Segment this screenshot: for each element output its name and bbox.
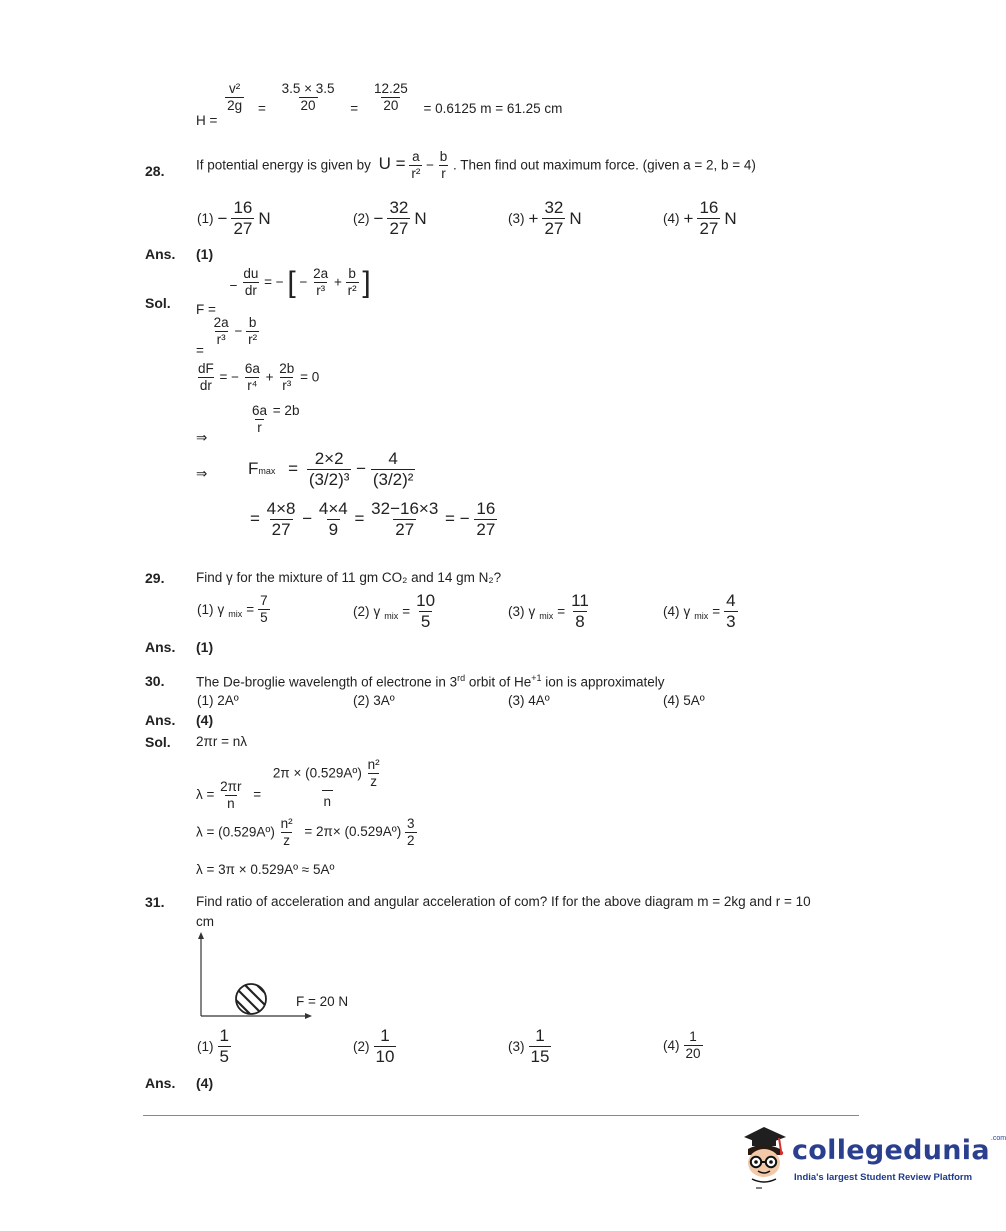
- q30-sol-label: Sol.: [145, 734, 171, 750]
- q28-ans-label: Ans.: [145, 246, 176, 262]
- q31-option-3: (3) 1 15: [508, 1026, 550, 1066]
- v2-over-2g: $\frac{\text{v²}}{2g}$: [227, 81, 243, 113]
- q29-ans-value: (1): [196, 639, 214, 655]
- q28-sol-line5-arrow: ⇒: [196, 466, 208, 481]
- q29-question: Find γ for the mixture of 11 gm CO₂ and 14 gm N₂?: [196, 570, 502, 585]
- q30-sol-line4: λ = 3π × 0.529Aº ≈ 5Aº: [196, 862, 335, 877]
- q28-sol-line4: $\frac{6a}{r}$ = 2b: [252, 403, 300, 435]
- q30-sol-line2: λ = $\frac{2\pi r}{n}$ = 2π × (0.529Aº) $\frac{\text{n²}}{z}$ n: [196, 758, 384, 810]
- q29-option-1: (1) γ mix = $\frac{7}{5}$: [197, 593, 268, 625]
- q29-ans-label: Ans.: [145, 639, 176, 655]
- q28-question: If potential energy is given by U = $\frac{a}{\text{r²}}$ − $\frac{b}{r}$ . Then find out maximum force. (given a = 2, b = 4): [196, 149, 756, 181]
- q30-question: The De-broglie wavelength of electrone in 3rd orbit of $He^{+1}$ ion is approximately: [196, 673, 665, 690]
- q30-option-2: (2) 3Aº: [353, 693, 395, 708]
- h-lhs: H =: [196, 113, 218, 129]
- q31-option-4: (4) 1 20: [663, 1029, 701, 1061]
- q31-number: 31.: [145, 894, 165, 910]
- vertical-axis: [198, 932, 204, 1016]
- q29-option-2: (2) γ mix = $\frac{10}{5}$: [353, 591, 436, 631]
- q28-sol-line6: = $\frac{4\times 8}{27}$ − $\frac{4\times 4}{9}$ = $\frac{32-16\times 3}{27}$ = − $\frac{16}{27}$: [250, 499, 496, 539]
- q28-option-1: (1) − $\frac{16}{27}$ N: [197, 198, 271, 238]
- top-equation: H = $\frac{\text{v²}}{2g}$ = $\frac{3.5 \times 3.5}{20}$ = $\frac{12.25}{20}$ = 0.6125 m = 61.25 cm: [196, 81, 563, 129]
- q28-number: 28.: [145, 163, 165, 179]
- hatched-disc: [220, 970, 280, 1030]
- q31-question-line1: Find ratio of acceleration and angular acceleration of com? If for the above diagram m = 2kg and r = 10: [196, 894, 811, 909]
- q28-option-3: (3) + $\frac{32}{27}$ N: [508, 198, 582, 238]
- q31-option-2: (2) 1 10: [353, 1026, 395, 1066]
- q30-option-1: (1) 2Aº: [197, 693, 239, 708]
- q30-number: 30.: [145, 673, 165, 689]
- q28-ans-value: (1): [196, 246, 214, 262]
- q28-sol-line1: F = − $\frac{du}{dr}$ = − [ − $\frac{2a}{\text{r³}}$ + $\frac{b}{\text{r²}}$ ]: [196, 265, 371, 318]
- q30-sol-line3: λ = (0.529Aº) $\frac{\text{n²}}{z}$ = 2π× (0.529Aº) $\frac{3}{2}$: [196, 816, 415, 848]
- q30-option-3: (3) 4Aº: [508, 693, 550, 708]
- brand-logo[interactable]: [734, 1125, 1006, 1200]
- mascot-icon: [734, 1125, 792, 1195]
- q31-ans-value: (4): [196, 1075, 214, 1091]
- footer-divider: [143, 1115, 859, 1116]
- q30-big-fraction: 2π × (0.529Aº) $\frac{\text{n²}}{z}$ n: [272, 757, 380, 809]
- brand-tagline: India's largest Student Review Platform: [794, 1172, 973, 1183]
- q29-option-4: (4) γ mix = $\frac{4}{3}$: [663, 591, 736, 631]
- q28-sol-line5: Fmax = $\frac{2\times 2}{\text{(3/2)³}}$ − $\frac{4}{\text{(3/2)²}}$: [248, 449, 414, 489]
- q28-option-2: (2) − $\frac{32}{27}$ N: [353, 198, 427, 238]
- q30-sol-line1: 2πr = nλ: [196, 734, 247, 749]
- brand-wordmark: collegedunia$^{.com}$: [792, 1135, 1006, 1166]
- q31-force-label: F = 20 N: [296, 994, 349, 1009]
- q31-diagram: [190, 930, 370, 1025]
- q30-option-4: (4) 5Aº: [663, 693, 705, 708]
- q28-sol-line4-arrow: ⇒: [196, 430, 208, 445]
- q28-option-4: (4) + $\frac{16}{27}$ N: [663, 198, 737, 238]
- q28-sol-label: Sol.: [145, 295, 171, 311]
- q28-sol-line3: $\frac{dF}{dr}$ = − $\frac{6a}{\text{r⁴}}$ + $\frac{2b}{\text{r³}}$ = 0: [198, 361, 320, 393]
- q29-option-3: (3) γ mix = $\frac{11}{8}$: [508, 591, 589, 631]
- q31-ans-label: Ans.: [145, 1075, 176, 1091]
- q29-number: 29.: [145, 570, 165, 586]
- q28-sol-line2: = $\frac{2a}{\text{r³}}$ − $\frac{b}{\text{r²}}$: [196, 315, 258, 359]
- frac-12.25-over-20: $\frac{12.25}{20}$: [373, 81, 408, 113]
- q31-option-1: (1) 1 5: [197, 1026, 229, 1066]
- q31-question-line2: cm: [196, 914, 214, 929]
- frac-3.5x3.5-over-20: $\frac{3.5 \times 3.5}{20}$: [281, 81, 335, 113]
- q30-ans-label: Ans.: [145, 712, 176, 728]
- q30-ans-value: (4): [196, 712, 214, 728]
